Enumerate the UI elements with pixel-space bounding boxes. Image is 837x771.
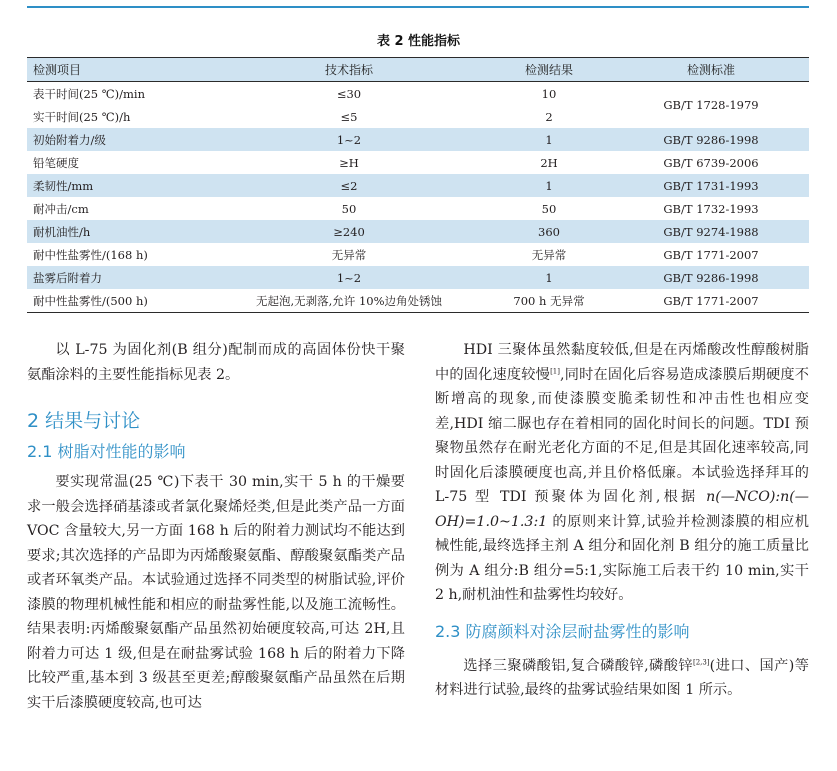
table-row <box>27 128 809 151</box>
cell-standard: GB/T 1732-1993 <box>663 201 759 216</box>
text-span: ,同时在固化后容易造成漆膜后期硬度不断增高的现象,而使漆膜变脆柔韧性和冲击性也相应变差,HDI 缩二脲也存在着相同的固化时间长的问题。TDI 预聚物虽然存在耐光老化方面的不足,但是其固化速率较高,同时固化后漆膜硬度也高,并且价格低廉。本试验选择拜耳的 L-75 型 TDI 预聚体为固化剂,根据 <box>435 366 809 505</box>
cell-standard: GB/T 1771-2007 <box>613 289 809 313</box>
section-heading: 2 结果与讨论 <box>27 410 141 432</box>
citation-ref: [1] <box>550 366 560 375</box>
cell-item: 初始附着力/级 <box>27 128 213 151</box>
cell-standard: GB/T 9286-1998 <box>613 128 809 151</box>
table-row <box>27 220 809 243</box>
table-row <box>27 174 809 197</box>
cell-result: 50 <box>541 201 557 216</box>
cell-spec: 无起泡,无剥落,允许 10%边角处锈蚀 <box>213 289 485 313</box>
cell-spec: 1~2 <box>213 128 485 151</box>
cell-standard: GB/T 1731-1993 <box>613 174 809 197</box>
cell-spec: ≤2 <box>213 174 485 197</box>
cell-result: 2 <box>545 109 553 124</box>
table-row <box>27 289 809 313</box>
cell-result: 1 <box>485 128 613 151</box>
table-row <box>27 243 809 266</box>
text-span: 的原则来计算,试验并检测漆膜的相应机械性能,最终选择主剂 A 组分和固化剂 B 组分的施工质量比例为 A 组分:B 组分=5:1,实际施工后表干约 10 min,实干 2 h,耐机油性和盐雾性均较好。 <box>435 513 809 603</box>
cell-result: 10 <box>541 86 557 101</box>
cell-item: 耐冲击/cm <box>33 201 89 216</box>
cell-result: 1 <box>485 266 613 289</box>
cell-spec: ≥H <box>339 155 359 170</box>
subsection-heading-2-1: 2.1 树脂对性能的影响 <box>27 442 186 461</box>
pigment-paragraph <box>435 654 809 703</box>
cell-item: 柔韧性/mm <box>27 174 213 197</box>
cell-spec: 无异常 <box>331 247 367 262</box>
ratio-formula: n(—NCO):n(—OH)=1.0~1.3:1 <box>435 489 809 530</box>
curing-agent-paragraph <box>435 338 809 608</box>
table-title: 表 2 性能指标 <box>376 34 461 49</box>
cell-standard: GB/T 1771-2007 <box>663 247 759 262</box>
table-row <box>27 151 809 174</box>
text-span: 选择三聚磷酸铝,复合磷酸锌,磷酸锌 <box>463 657 693 674</box>
citation-ref: [2,3] <box>692 657 710 666</box>
cell-spec: 50 <box>341 201 357 216</box>
cell-item: 耐中性盐雾性/(500 h) <box>27 289 213 313</box>
cell-result: 1 <box>485 174 613 197</box>
header-standard: 检测标准 <box>613 58 809 82</box>
cell-result: 360 <box>485 220 613 243</box>
resin-paragraph: 要实现常温(25 ℃)下表干 30 min,实干 5 h 的干燥要求一般会选择硝基漆或者氯化聚烯烃类,但是此类产品一方面 VOC 含量较大,另一方面 168 h 后的附着力测试均不能达到要求;其次选择的产品即为丙烯酸聚氨酯、醇酸聚氨酯类产品或者环氧类产品。本试验通过选择不同类型的树脂试验,评价漆膜的物理机械性能和相应的耐盐雾性能,以及施工流畅性。结果表明:丙烯酸聚氨酯产品虽然初始硬度较高,可达 2H,且附着力可达 1 级,但是在耐盐雾试验 168 h 后的附着力下降比较严重,基本到 3 级甚至更差;醇酸聚氨酯产品虽然在后期实干后漆膜硬度较高,也可达 <box>27 474 405 711</box>
header-result: 检测结果 <box>485 58 613 82</box>
cell-item: 表干时间(25 ℃)/min <box>33 86 145 101</box>
cell-standard: GB/T 9274-1988 <box>613 220 809 243</box>
cell-standard: GB/T 1728-1979 <box>613 82 809 129</box>
cell-result: 2H <box>540 155 558 170</box>
table-row <box>27 197 809 220</box>
table-row <box>27 82 809 106</box>
cell-spec: ≤5 <box>340 109 358 124</box>
cell-spec: ≤30 <box>336 86 362 101</box>
top-rule <box>27 6 809 8</box>
cell-result: 700 h 无异常 <box>485 289 613 313</box>
cell-standard: GB/T 9286-1998 <box>613 266 809 289</box>
cell-spec: ≥240 <box>213 220 485 243</box>
cell-standard: GB/T 6739-2006 <box>663 155 759 170</box>
right-column <box>435 338 809 703</box>
table-row <box>27 266 809 289</box>
cell-item: 实干时间(25 ℃)/h <box>33 109 131 124</box>
intro-paragraph: 以 L-75 为固化剂(B 组分)配制而成的高固体份快干聚氨酯涂料的主要性能指标见表 2。 <box>27 342 405 383</box>
left-column <box>27 338 405 715</box>
cell-item: 铅笔硬度 <box>33 155 79 170</box>
cell-item: 盐雾后附着力 <box>27 266 213 289</box>
text-span: HDI 三聚体虽然黏度较低,但是在丙烯酸改性醇酸树脂中的固化速度较慢 <box>435 342 809 383</box>
subsection-heading-2-3: 2.3 防腐颜料对涂层耐盐雾性的影响 <box>435 621 690 641</box>
cell-result: 无异常 <box>531 247 567 262</box>
table-header-row <box>27 58 809 82</box>
header-test-item: 检测项目 <box>27 58 213 82</box>
cell-item: 耐机油性/h <box>27 220 213 243</box>
text-span: (进口、国产)等材料进行试验,最终的盐雾试验结果如图 1 所示。 <box>435 657 809 698</box>
cell-spec: 1~2 <box>213 266 485 289</box>
header-spec: 技术指标 <box>213 58 485 82</box>
performance-table <box>27 57 809 313</box>
cell-item: 耐中性盐雾性/(168 h) <box>33 247 148 262</box>
